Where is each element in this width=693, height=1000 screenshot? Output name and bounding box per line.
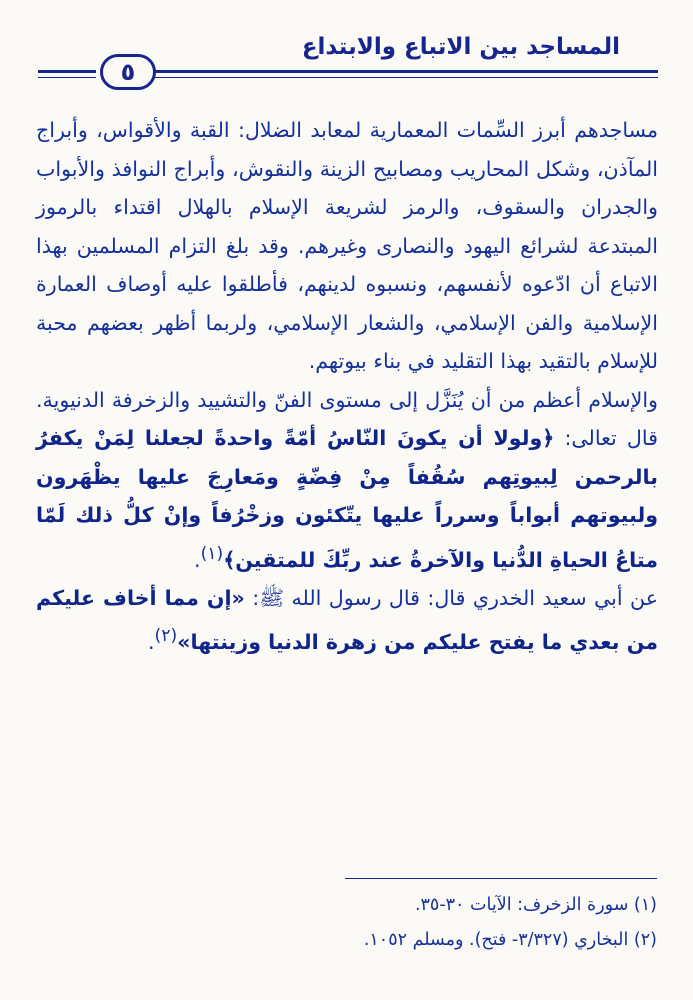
paragraph-2 xyxy=(36,381,658,579)
paragraph-1: مساجدهم أبرز السِّمات المعمارية لمعابد الضلال: القبة والأقواس، وأبراج المآذن، وشكل المحاريب ومصابيح الزينة والنقوش، وأبراج النوافذ والأبواب والجدران والسقوف، والرمز لشريعة الإسلام بالهلال اقتداء بالرموز المبتدعة لشرائع اليهود والنصارى وغيرهم. وقد بلغ التزام المسلمين بهذا الاتباع أن ادّعوه لأنفسهم، ونسبوه لدينهم، فأطلقوا عليه أوصاف العمارة الإسلامية والفن الإسلامي، والشعار الإسلامي، ولربما أظهر بعضهم محبة للإسلام بالتقيد بهذا التقليد في بناء بيوتهم. xyxy=(36,118,658,373)
footnote-divider xyxy=(345,878,657,879)
page-header xyxy=(38,32,658,86)
running-title: المساجد بين الاتباع والابتداع xyxy=(301,34,620,60)
footnote-2: (٢) البخاري (٣/٣٢٧- فتح). ومسلم ١٠٥٢. xyxy=(363,930,657,950)
footnote-1: (١) سورة الزخرف: الآيات ٣٠-٣٥. xyxy=(414,895,657,915)
main-text xyxy=(36,111,658,662)
paragraph-3-end: . xyxy=(147,630,155,655)
header-rule-left xyxy=(38,70,96,78)
footnote-mark-2: (٢) xyxy=(154,626,178,647)
paragraph-2-intro: والإسلام أعظم من أن يُنَزَّل إلى مستوى الفنّ والتشييد والزخرفة الدنيوية. قال تعالى: xyxy=(36,387,658,450)
quran-quote: ﴿ولولا أن يكونَ النّاسُ أمّةً واحدةً لجعلنا لِمَنْ يكفرُ بالرحمن لِبيوتِهم سُقُفاً مِنْ فِضّةٍ ومَعارِجَ عليها يظْهَرون ولبيوتهم أبواباً وسرراً عليها يتّكئون وزخْرُفاً وإنْ كلُّ ذلك لَمّا متاعُ الحياةِ الدُّنيا والآخرةُ عند ربِّكَ للمتقين﴾ xyxy=(36,426,658,572)
paragraph-3-intro: عن أبي سعيد الخدري قال: قال رسول الله ﷺ: xyxy=(244,585,658,610)
footnotes xyxy=(37,888,657,958)
footnote-mark-1: (١) xyxy=(200,543,224,564)
page-number: ٥ xyxy=(100,54,156,90)
paragraph-3 xyxy=(36,579,658,662)
hadith-quote: «إن مما أخاف عليكم من بعدي ما يفتح عليكم من زهرة الدنيا وزينتها» xyxy=(36,585,658,655)
paragraph-2-end: . xyxy=(194,547,201,572)
header-rule xyxy=(154,70,658,78)
